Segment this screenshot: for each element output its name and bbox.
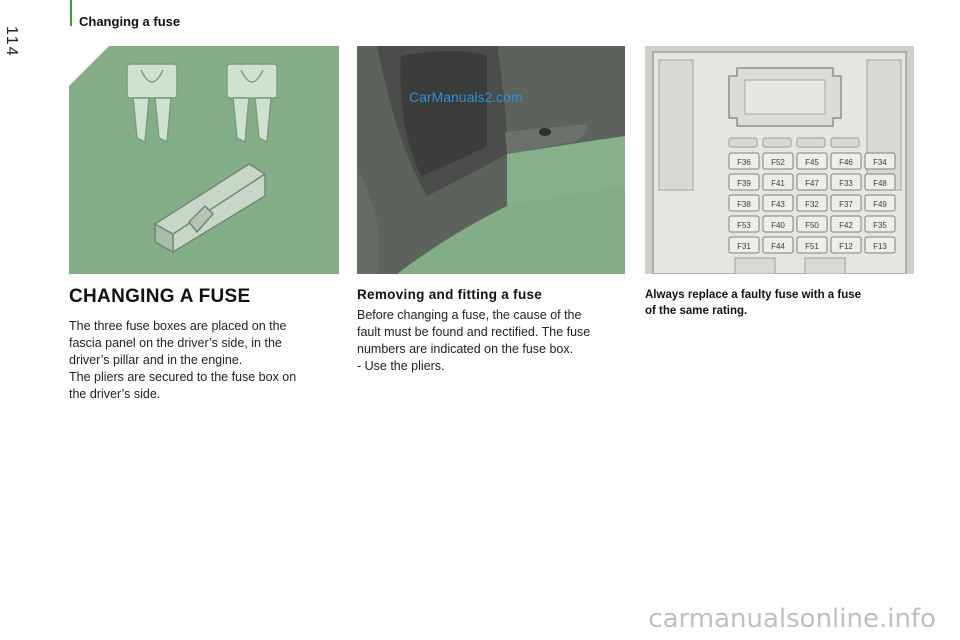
fuse-label: F42 (839, 221, 853, 230)
fuse-and-pliers-photo (69, 46, 339, 274)
fuse-label: F35 (873, 221, 887, 230)
text-line: The three fuse boxes are placed on the (69, 319, 287, 333)
text-line: Always replace a faulty fuse with a fuse (645, 289, 862, 301)
text-line: driver’s pillar and in the engine. (69, 353, 243, 367)
page-number: 114 (3, 26, 20, 58)
fuse-label: F41 (771, 179, 785, 188)
fuse-box-location-text (69, 318, 339, 403)
watermark-text: CarManuals2.com (409, 89, 523, 105)
section-rule (70, 0, 72, 26)
fuse-label: F43 (771, 200, 785, 209)
removing-fuse-text (357, 307, 617, 375)
fuse-label: F47 (805, 179, 819, 188)
text-line: numbers are indicated on the fuse box. (357, 342, 574, 356)
fuse-label: F34 (873, 158, 887, 167)
fuse-label: F48 (873, 179, 887, 188)
running-head: Changing a fuse (79, 14, 181, 29)
fuse-label: F31 (737, 242, 751, 251)
text-line: The pliers are secured to the fuse box on (69, 370, 297, 384)
fusebox-diagram (645, 46, 914, 274)
text-line: - Use the pliers. (357, 359, 445, 373)
fuse-label: F40 (771, 221, 785, 230)
fuse-label: F53 (737, 221, 751, 230)
fuse-label: F12 (839, 242, 853, 251)
fuse-label: F39 (737, 179, 751, 188)
replacement-note (645, 287, 915, 319)
fuse-label: F45 (805, 158, 819, 167)
fuse-label: F51 (805, 242, 819, 251)
footer-watermark: carmanualsonline.info (648, 604, 936, 634)
fuse-label: F52 (771, 158, 785, 167)
text-line: fault must be found and rectified. The fuse (357, 325, 591, 339)
section-title: CHANGING A FUSE (69, 286, 251, 307)
fuse-label: F32 (805, 200, 819, 209)
fuse-label: F44 (771, 242, 785, 251)
fuse-label: F50 (805, 221, 819, 230)
text-line: the driver’s side. (69, 387, 161, 401)
text-line: Before changing a fuse, the cause of the (357, 308, 582, 322)
fuse-label: F36 (737, 158, 751, 167)
fuse-label: F49 (873, 200, 887, 209)
subsection-title: Removing and fitting a fuse (357, 287, 543, 302)
fuse-label: F37 (839, 200, 853, 209)
text-line: fascia panel on the driver’s side, in the (69, 336, 282, 350)
dashboard-fusebox-photo (357, 46, 625, 274)
fuse-label: F46 (839, 158, 853, 167)
fuse-label: F33 (839, 179, 853, 188)
fuse-label: F38 (737, 200, 751, 209)
fuse-label: F13 (873, 242, 887, 251)
text-line: of the same rating. (645, 305, 748, 317)
